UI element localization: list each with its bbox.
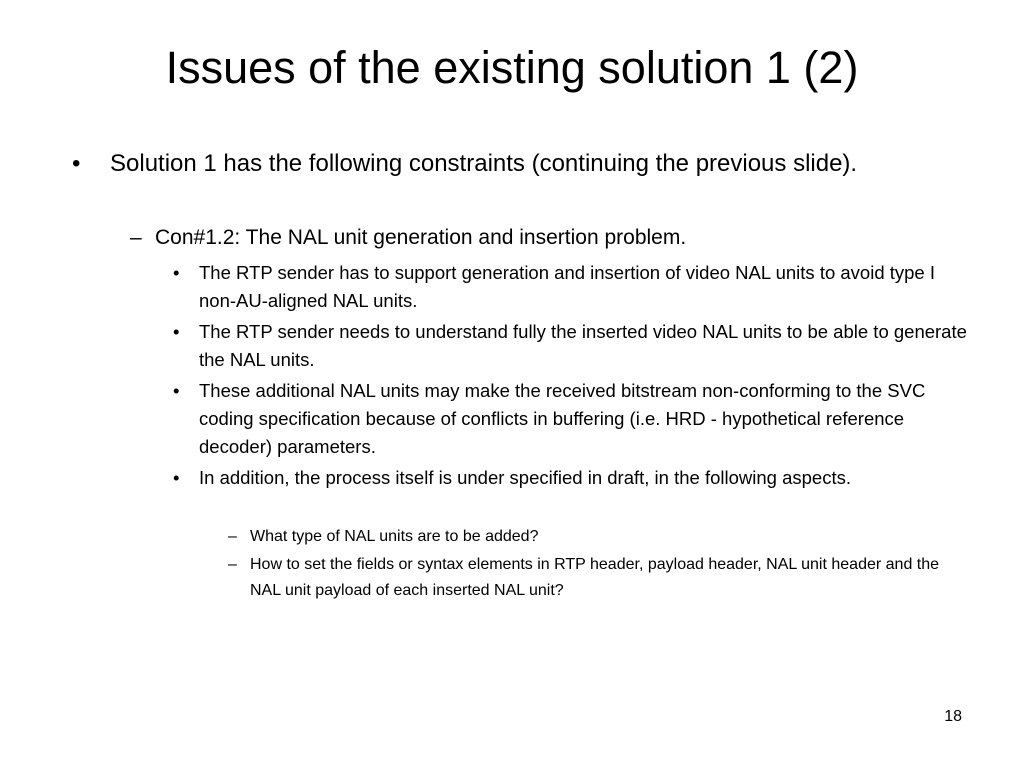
bullet-text: These additional NAL units may make the received bitstream non-conforming to the SVC coding specification because of conflicts in buffering (i.e. HRD - hypothetical reference decoder) parameters. — [199, 380, 926, 457]
bullet-item — [130, 224, 955, 252]
bullet-item — [228, 552, 970, 604]
bullet-item — [72, 148, 940, 180]
bullet-text: Con#1.2: The NAL unit generation and insertion problem. — [155, 226, 687, 249]
bullet-text: The RTP sender has to support generation and insertion of video NAL units to avoid type I non-AU-aligned NAL units. — [199, 262, 935, 311]
bullet-item — [173, 464, 969, 492]
bullet-marker: – — [130, 226, 142, 249]
bullet-marker: • — [173, 380, 180, 401]
bullet-marker: • — [173, 321, 180, 342]
slide-title: Issues of the existing solution 1 (2) — [165, 42, 859, 93]
bullet-item — [173, 259, 969, 315]
bullet-item — [228, 524, 970, 550]
bullet-marker: • — [173, 467, 180, 488]
bullet-item — [173, 377, 969, 461]
bullet-text: Solution 1 has the following constraints (continuing the previous slide). — [110, 150, 858, 177]
bullet-text: How to set the fields or syntax elements in RTP header, payload header, NAL unit header and the NAL unit payload of each inserted NAL unit? — [250, 556, 940, 599]
bullet-marker: • — [173, 262, 180, 283]
bullet-text: In addition, the process itself is under specified in draft, in the following aspects. — [199, 467, 851, 488]
page-number: 18 — [944, 708, 962, 725]
bullet-text: What type of NAL units are to be added? — [250, 528, 539, 545]
bullet-text: The RTP sender needs to understand fully the inserted video NAL units to be able to generate the NAL units. — [199, 321, 967, 370]
bullet-marker: – — [228, 528, 237, 545]
bullet-item — [173, 318, 969, 374]
bullet-marker: – — [228, 556, 237, 573]
bullet-marker: • — [72, 150, 81, 177]
